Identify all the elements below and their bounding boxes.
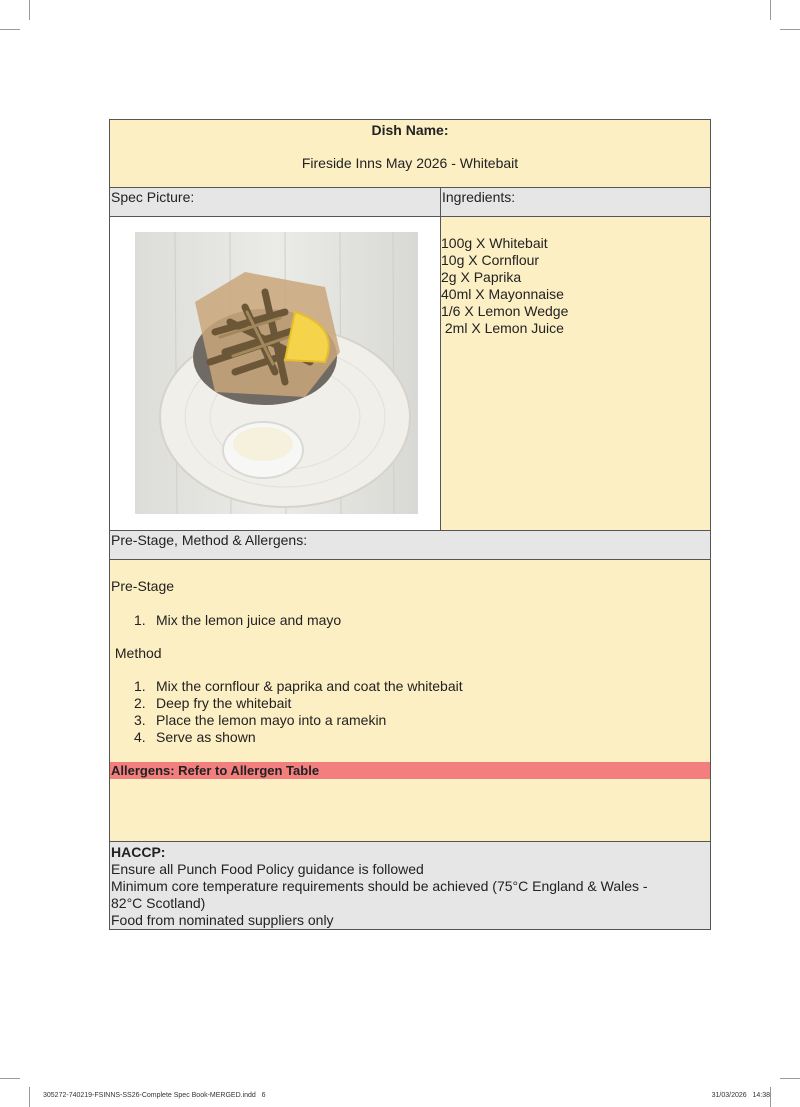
ingredients-list	[441, 235, 568, 337]
crop-mark	[0, 29, 20, 30]
step-number: 2.	[134, 695, 146, 711]
ingredients-cell	[441, 217, 710, 530]
crop-mark	[770, 0, 771, 20]
ingredient-item: 2g X Paprika	[441, 269, 522, 285]
crop-mark	[29, 1087, 30, 1107]
step-text: Deep fry the whitebait	[156, 695, 292, 711]
picture-ingredients-header-row	[110, 188, 710, 217]
method-section	[110, 560, 710, 842]
haccp-line: Ensure all Punch Food Policy guidance is followed	[111, 861, 424, 877]
crop-mark	[770, 1087, 771, 1107]
ingredients-header: Ingredients:	[442, 189, 516, 205]
haccp-section	[110, 842, 710, 929]
dish-name: Fireside Inns May 2026 - Whitebait	[301, 155, 519, 171]
crop-mark	[780, 1078, 800, 1079]
footer-date: 31/03/2026 14:38	[711, 1092, 770, 1099]
spec-picture-cell	[110, 217, 440, 530]
prestage-step	[134, 612, 341, 628]
method-step	[134, 695, 291, 711]
picture-ingredients-row	[110, 217, 710, 531]
haccp-line: Food from nominated suppliers only	[111, 912, 334, 928]
spec-table	[109, 119, 711, 930]
whitebait-dish-photo	[135, 232, 418, 514]
crop-mark	[0, 1078, 20, 1079]
prestage-label: Pre-Stage	[111, 578, 175, 594]
step-text: Mix the cornflour & paprika and coat the whitebait	[156, 678, 463, 694]
ingredient-item: 40ml X Mayonnaise	[441, 286, 564, 302]
step-text: Place the lemon mayo into a ramekin	[156, 712, 387, 728]
dish-name-row	[110, 120, 710, 188]
method-step	[134, 729, 256, 745]
haccp-line: 82°C Scotland)	[111, 895, 206, 911]
step-text: Serve as shown	[156, 729, 256, 745]
step-number: 1.	[134, 612, 146, 628]
haccp-title: HACCP:	[111, 844, 166, 860]
crop-mark	[780, 29, 800, 30]
spec-picture-header: Spec Picture:	[111, 189, 195, 205]
haccp-line: Minimum core temperature requirements should be achieved (75°C England & Wales -	[111, 878, 648, 894]
ingredient-item: 10g X Cornflour	[441, 252, 540, 268]
footer-file-name: 305272-740219-FSINNS-SS26-Complete Spec Book-MERGED.indd 6	[43, 1092, 266, 1099]
ingredient-item: 1/6 X Lemon Wedge	[441, 303, 569, 319]
dish-name-label: Dish Name:	[371, 122, 449, 138]
crop-mark	[29, 0, 30, 20]
method-step	[134, 678, 463, 694]
method-header: Pre-Stage, Method & Allergens:	[110, 531, 710, 560]
step-text: Mix the lemon juice and mayo	[156, 612, 342, 628]
ingredient-item: 100g X Whitebait	[441, 235, 548, 251]
method-step	[134, 712, 386, 728]
method-label: Method	[111, 645, 162, 661]
allergens-bar: Allergens: Refer to Allergen Table	[110, 762, 710, 779]
ingredient-item: 2ml X Lemon Juice	[441, 320, 564, 336]
step-number: 4.	[134, 729, 146, 745]
step-number: 3.	[134, 712, 146, 728]
step-number: 1.	[134, 678, 146, 694]
